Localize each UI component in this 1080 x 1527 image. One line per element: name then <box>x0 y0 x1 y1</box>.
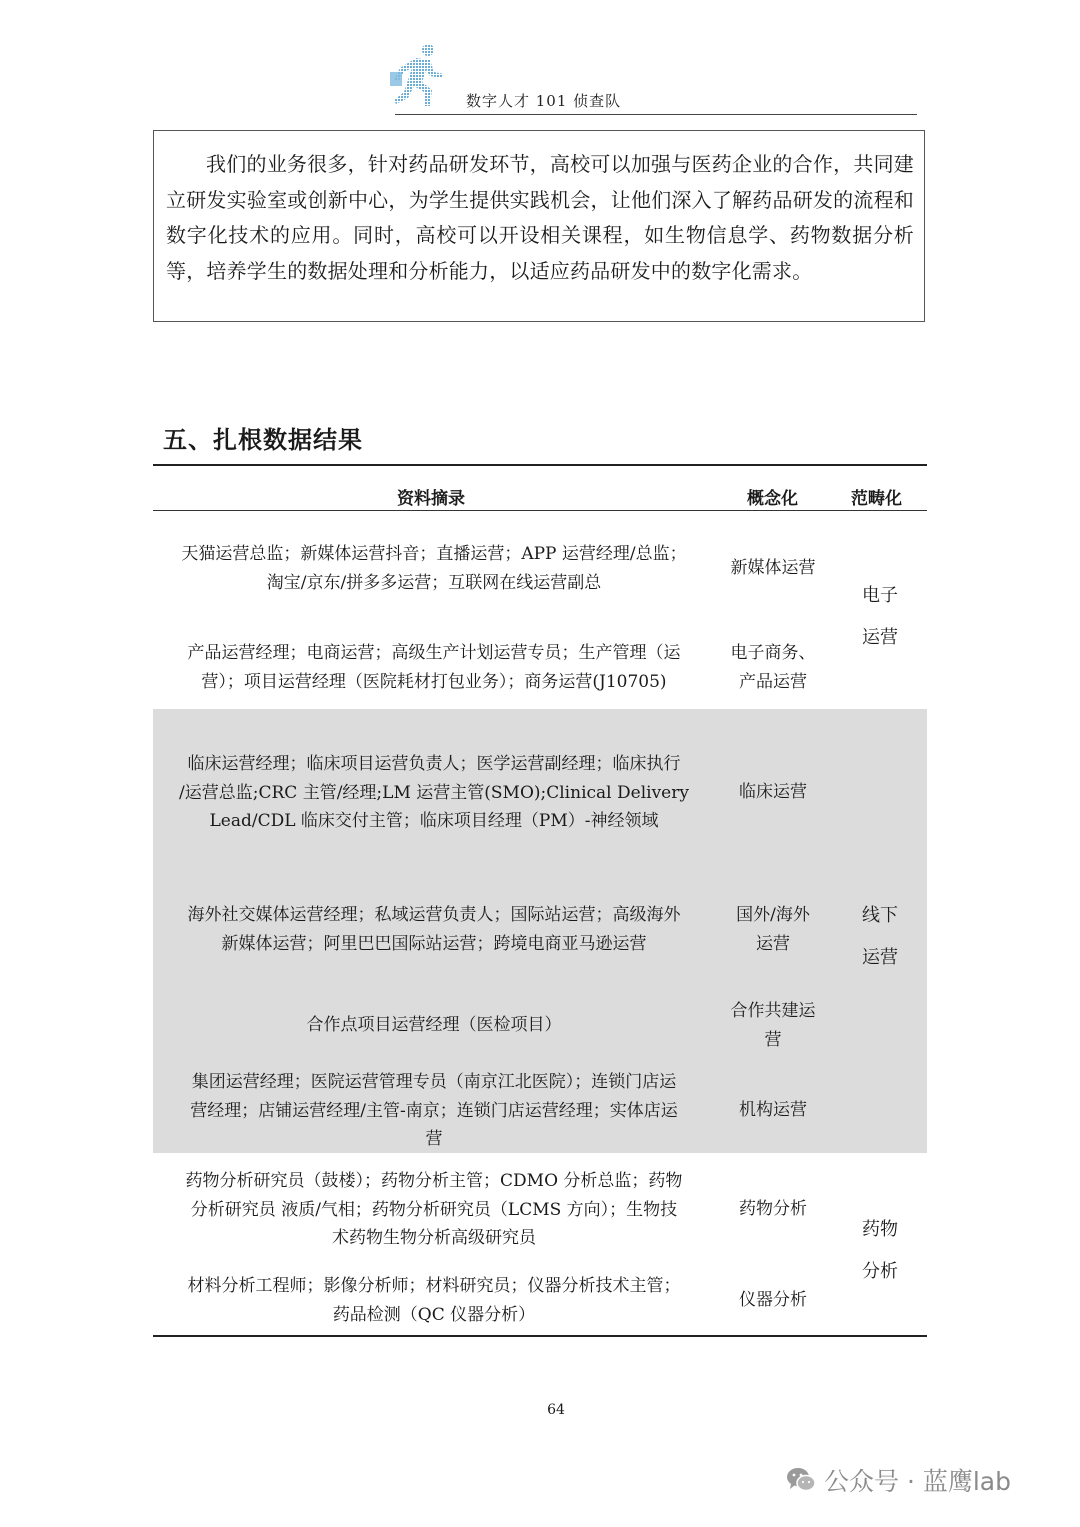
table-row-excerpt: 集团运营经理；医院运营管理专员（南京江北医院）；连锁门店运 营经理；店铺运营经理/主管-南京；连锁门店运营经理；实体店运 营 <box>190 1072 678 1149</box>
table-row-excerpt: 产品运营经理；电商运营；高级生产计划运营专员；生产管理（运 营）；项目运营经理（医院耗材打包业务）；商务运营(J10705) <box>187 643 681 692</box>
wechat-watermark <box>786 1462 1011 1498</box>
table-category: 线下 运营 <box>862 905 898 968</box>
table-row-excerpt: 材料分析工程师；影像分析师；材料研究员；仪器分析技术主管； 药品检测（QC 仪器分析） <box>187 1276 681 1325</box>
table-category: 药物 分析 <box>862 1219 898 1282</box>
column-header-category: 范畴化 <box>851 489 902 509</box>
table-row-excerpt: 海外社交媒体运营经理；私域运营负责人；国际站运营；高级海外 新媒体运营；阿里巴巴国际站运营；跨境电商亚马逊运营 <box>187 905 681 954</box>
table-top-rule <box>153 464 927 466</box>
interview-quote-text: 我们的业务很多，针对药品研发环节，高校可以加强与医药企业的合作，共同建立研发实验室或创新中心，为学生提供实践机会，让他们深入了解药品研发的流程和数字化技术的应用。同时，高校可以开设相关课程，如生物信息学、药物数据分析等，培养学生的数据处理和分析能力，以适应药品研发中的数字化需求。 <box>166 152 914 283</box>
table-row-excerpt: 天猫运营总监；新媒体运营抖音；直播运营；APP 运营经理/总监； 淘宝/京东/拼多多运营；互联网在线运营副总 <box>181 544 687 593</box>
table-row-excerpt: 临床运营经理；临床项目运营负责人；医学运营副经理；临床执行 /运营总监;CRC 主管/经理;LM 运营主管(SMO);Clinical Delivery Lead/CDL 临床交付主管；临床项目经理（PM）-神经领域 <box>179 754 689 831</box>
table-row-concept: 机构运营 <box>739 1100 807 1120</box>
table-row-excerpt: 药物分析研究员（鼓楼）；药物分析主管；CDMO 分析总监；药物 分析研究员 液质/气相；药物分析研究员（LCMS 方向）；生物技 术药物生物分析高级研究员 <box>185 1171 683 1248</box>
grounded-data-table <box>153 464 927 1338</box>
table-row-excerpt: 合作点项目运营经理（医检项目） <box>306 1015 562 1035</box>
table-row-concept: 临床运营 <box>739 782 807 802</box>
section-heading: 五、扎根数据结果 <box>163 426 363 454</box>
table-row-concept: 药物分析 <box>739 1199 807 1219</box>
interview-quote-box <box>153 130 925 322</box>
table-row-concept: 国外/海外 运营 <box>736 905 810 954</box>
runner-logo-icon <box>386 42 446 114</box>
column-header-excerpt: 资料摘录 <box>397 489 465 509</box>
table-row-concept: 电子商务、 产品运营 <box>730 643 816 692</box>
header-title: 数字人才 101 侦查队 <box>466 92 622 110</box>
wechat-icon <box>786 1466 816 1494</box>
watermark-text: 公众号 · 蓝鹰lab <box>824 1467 1011 1496</box>
header-divider <box>395 114 917 115</box>
table-row-concept: 合作共建运 营 <box>730 1001 816 1050</box>
page-number: 64 <box>547 1402 565 1418</box>
table-row-concept: 新媒体运营 <box>730 558 816 578</box>
column-header-concept: 概念化 <box>747 489 798 509</box>
table-category: 电子 运营 <box>862 585 898 648</box>
table-row-concept: 仪器分析 <box>739 1290 807 1310</box>
table-bottom-rule <box>153 1335 927 1337</box>
table-header-rule <box>153 510 927 511</box>
